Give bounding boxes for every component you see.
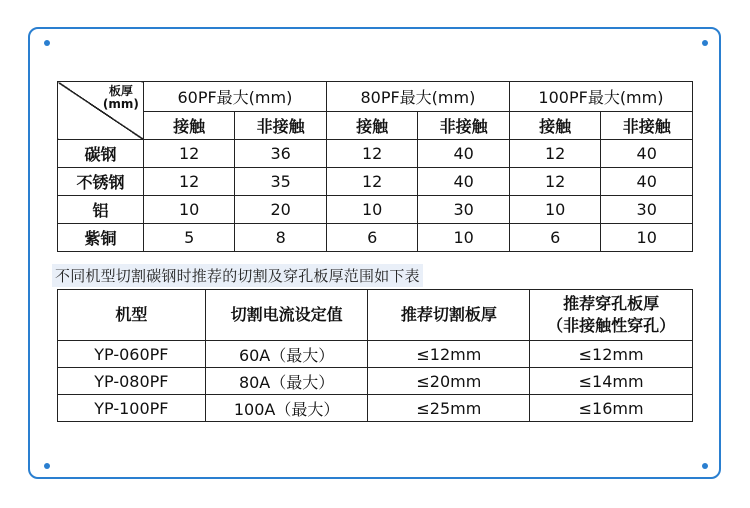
group-header: 100PF最大(mm) — [509, 82, 692, 112]
table-cell: 20 — [235, 196, 327, 224]
table-row — [58, 395, 693, 422]
column-header: 切割电流设定值 — [205, 290, 368, 341]
table-cell: 30 — [418, 196, 510, 224]
column-header — [530, 290, 693, 341]
material-name: 铝 — [58, 196, 144, 224]
table-cell: 10 — [326, 196, 418, 224]
table-cell: 40 — [418, 140, 510, 168]
table-cell: ≤16mm — [530, 395, 693, 422]
table-cell: 5 — [143, 224, 235, 252]
table-cell: 12 — [143, 140, 235, 168]
table-cell: 40 — [418, 168, 510, 196]
table-cell: 10 — [418, 224, 510, 252]
group-header: 80PF最大(mm) — [326, 82, 509, 112]
table-row — [58, 224, 693, 252]
table-cell: 10 — [509, 196, 601, 224]
corner-header — [58, 82, 144, 140]
table-row — [58, 341, 693, 368]
table-cell: ≤14mm — [530, 368, 693, 395]
column-header: 推荐切割板厚 — [368, 290, 530, 341]
material-name: 紫铜 — [58, 224, 144, 252]
table-cell: 40 — [601, 140, 693, 168]
table-cell: 12 — [509, 168, 601, 196]
column-header: 机型 — [58, 290, 206, 341]
column-header-line: 推荐穿孔板厚 — [563, 294, 660, 313]
table-cell: 8 — [235, 224, 327, 252]
corner-header-bottom: (mm) — [102, 96, 139, 111]
table-cell: 6 — [509, 224, 601, 252]
table-cell: 36 — [235, 140, 327, 168]
sub-header: 非接触 — [235, 112, 327, 140]
table-cell: YP-060PF — [58, 341, 206, 368]
rivet-icon — [44, 463, 50, 469]
table-row — [58, 368, 693, 395]
table-cell: YP-100PF — [58, 395, 206, 422]
table-cell: 12 — [509, 140, 601, 168]
corner-header-top: 板厚 — [108, 83, 133, 98]
table-cell: 30 — [601, 196, 693, 224]
sub-header: 非接触 — [601, 112, 693, 140]
rivet-icon — [44, 40, 50, 46]
thickness-table — [57, 81, 693, 252]
table-cell: 40 — [601, 168, 693, 196]
table-cell: ≤20mm — [368, 368, 530, 395]
column-header-line: （非接触性穿孔） — [547, 316, 676, 335]
table-cell: ≤12mm — [530, 341, 693, 368]
table-cell: ≤12mm — [368, 341, 530, 368]
rivet-icon — [702, 463, 708, 469]
table-cell: 35 — [235, 168, 327, 196]
table-cell: 10 — [143, 196, 235, 224]
table-row — [58, 168, 693, 196]
sub-header: 接触 — [326, 112, 418, 140]
sub-header: 接触 — [509, 112, 601, 140]
material-name: 碳钢 — [58, 140, 144, 168]
table-row — [58, 140, 693, 168]
table-cell: ≤25mm — [368, 395, 530, 422]
material-name: 不锈钢 — [58, 168, 144, 196]
table-cell: 60A（最大） — [205, 341, 368, 368]
table-caption: 不同机型切割碳钢时推荐的切割及穿孔板厚范围如下表 — [52, 264, 423, 287]
table-cell: 100A（最大） — [205, 395, 368, 422]
sub-header: 接触 — [143, 112, 235, 140]
table-cell: 12 — [326, 140, 418, 168]
model-table — [57, 289, 693, 422]
rivet-icon — [702, 40, 708, 46]
table-row — [58, 196, 693, 224]
sub-header: 非接触 — [418, 112, 510, 140]
table-cell: 12 — [143, 168, 235, 196]
table-cell: 10 — [601, 224, 693, 252]
group-header: 60PF最大(mm) — [143, 82, 326, 112]
table-cell: 12 — [326, 168, 418, 196]
table-cell: 80A（最大） — [205, 368, 368, 395]
table-cell: YP-080PF — [58, 368, 206, 395]
table-cell: 6 — [326, 224, 418, 252]
